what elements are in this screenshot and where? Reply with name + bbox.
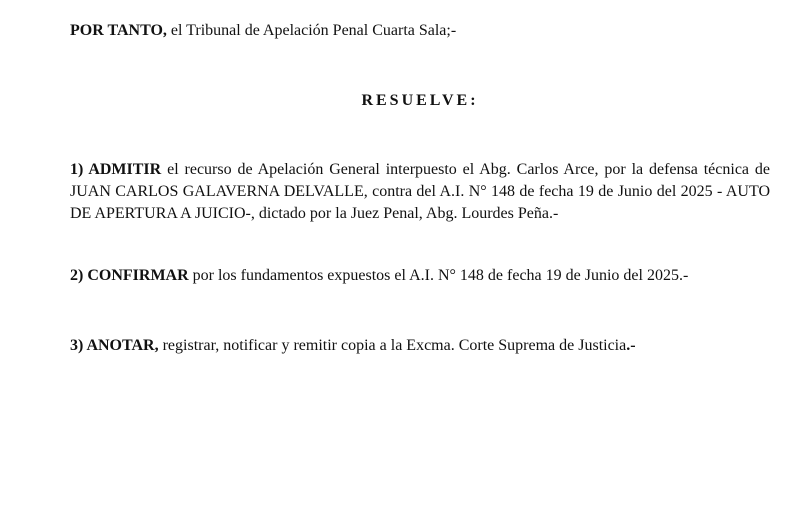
resolution-3-text: registrar, notificar y remitir copia a la Excma. Corte Suprema de Justicia [158,337,627,354]
resolution-2 [70,265,770,287]
intro-text: el Tribunal de Apelación Penal Cuarta Sala;- [166,22,457,39]
resolution-1-lead: 1) ADMITIR [70,161,162,178]
resolution-3 [70,335,770,357]
intro-lead: POR TANTO, [70,22,167,39]
intro-paragraph [70,20,770,42]
resolution-1-text: el recurso de Apelación General interpuesto el Abg. Carlos Arce, por la defensa técnica de JUAN CARLOS GALAVERNA DELVALLE, contra del A.I. N° 148 de fecha 19 de Junio del 2025 - AUTO DE APERTURA A JUICIO-, dictado por la Juez Penal, Abg. Lourdes Peña.- [70,161,770,222]
resolve-heading: RESUELVE: [361,92,479,109]
resolution-3-tail: .- [626,337,636,354]
resolution-2-lead: 2) CONFIRMAR [70,267,189,284]
resolution-3-lead: 3) ANOTAR, [70,337,159,354]
resolution-2-text: por los fundamentos expuestos el A.I. N° 148 de fecha 19 de Junio del 2025.- [188,267,689,284]
resolution-1 [70,159,770,225]
